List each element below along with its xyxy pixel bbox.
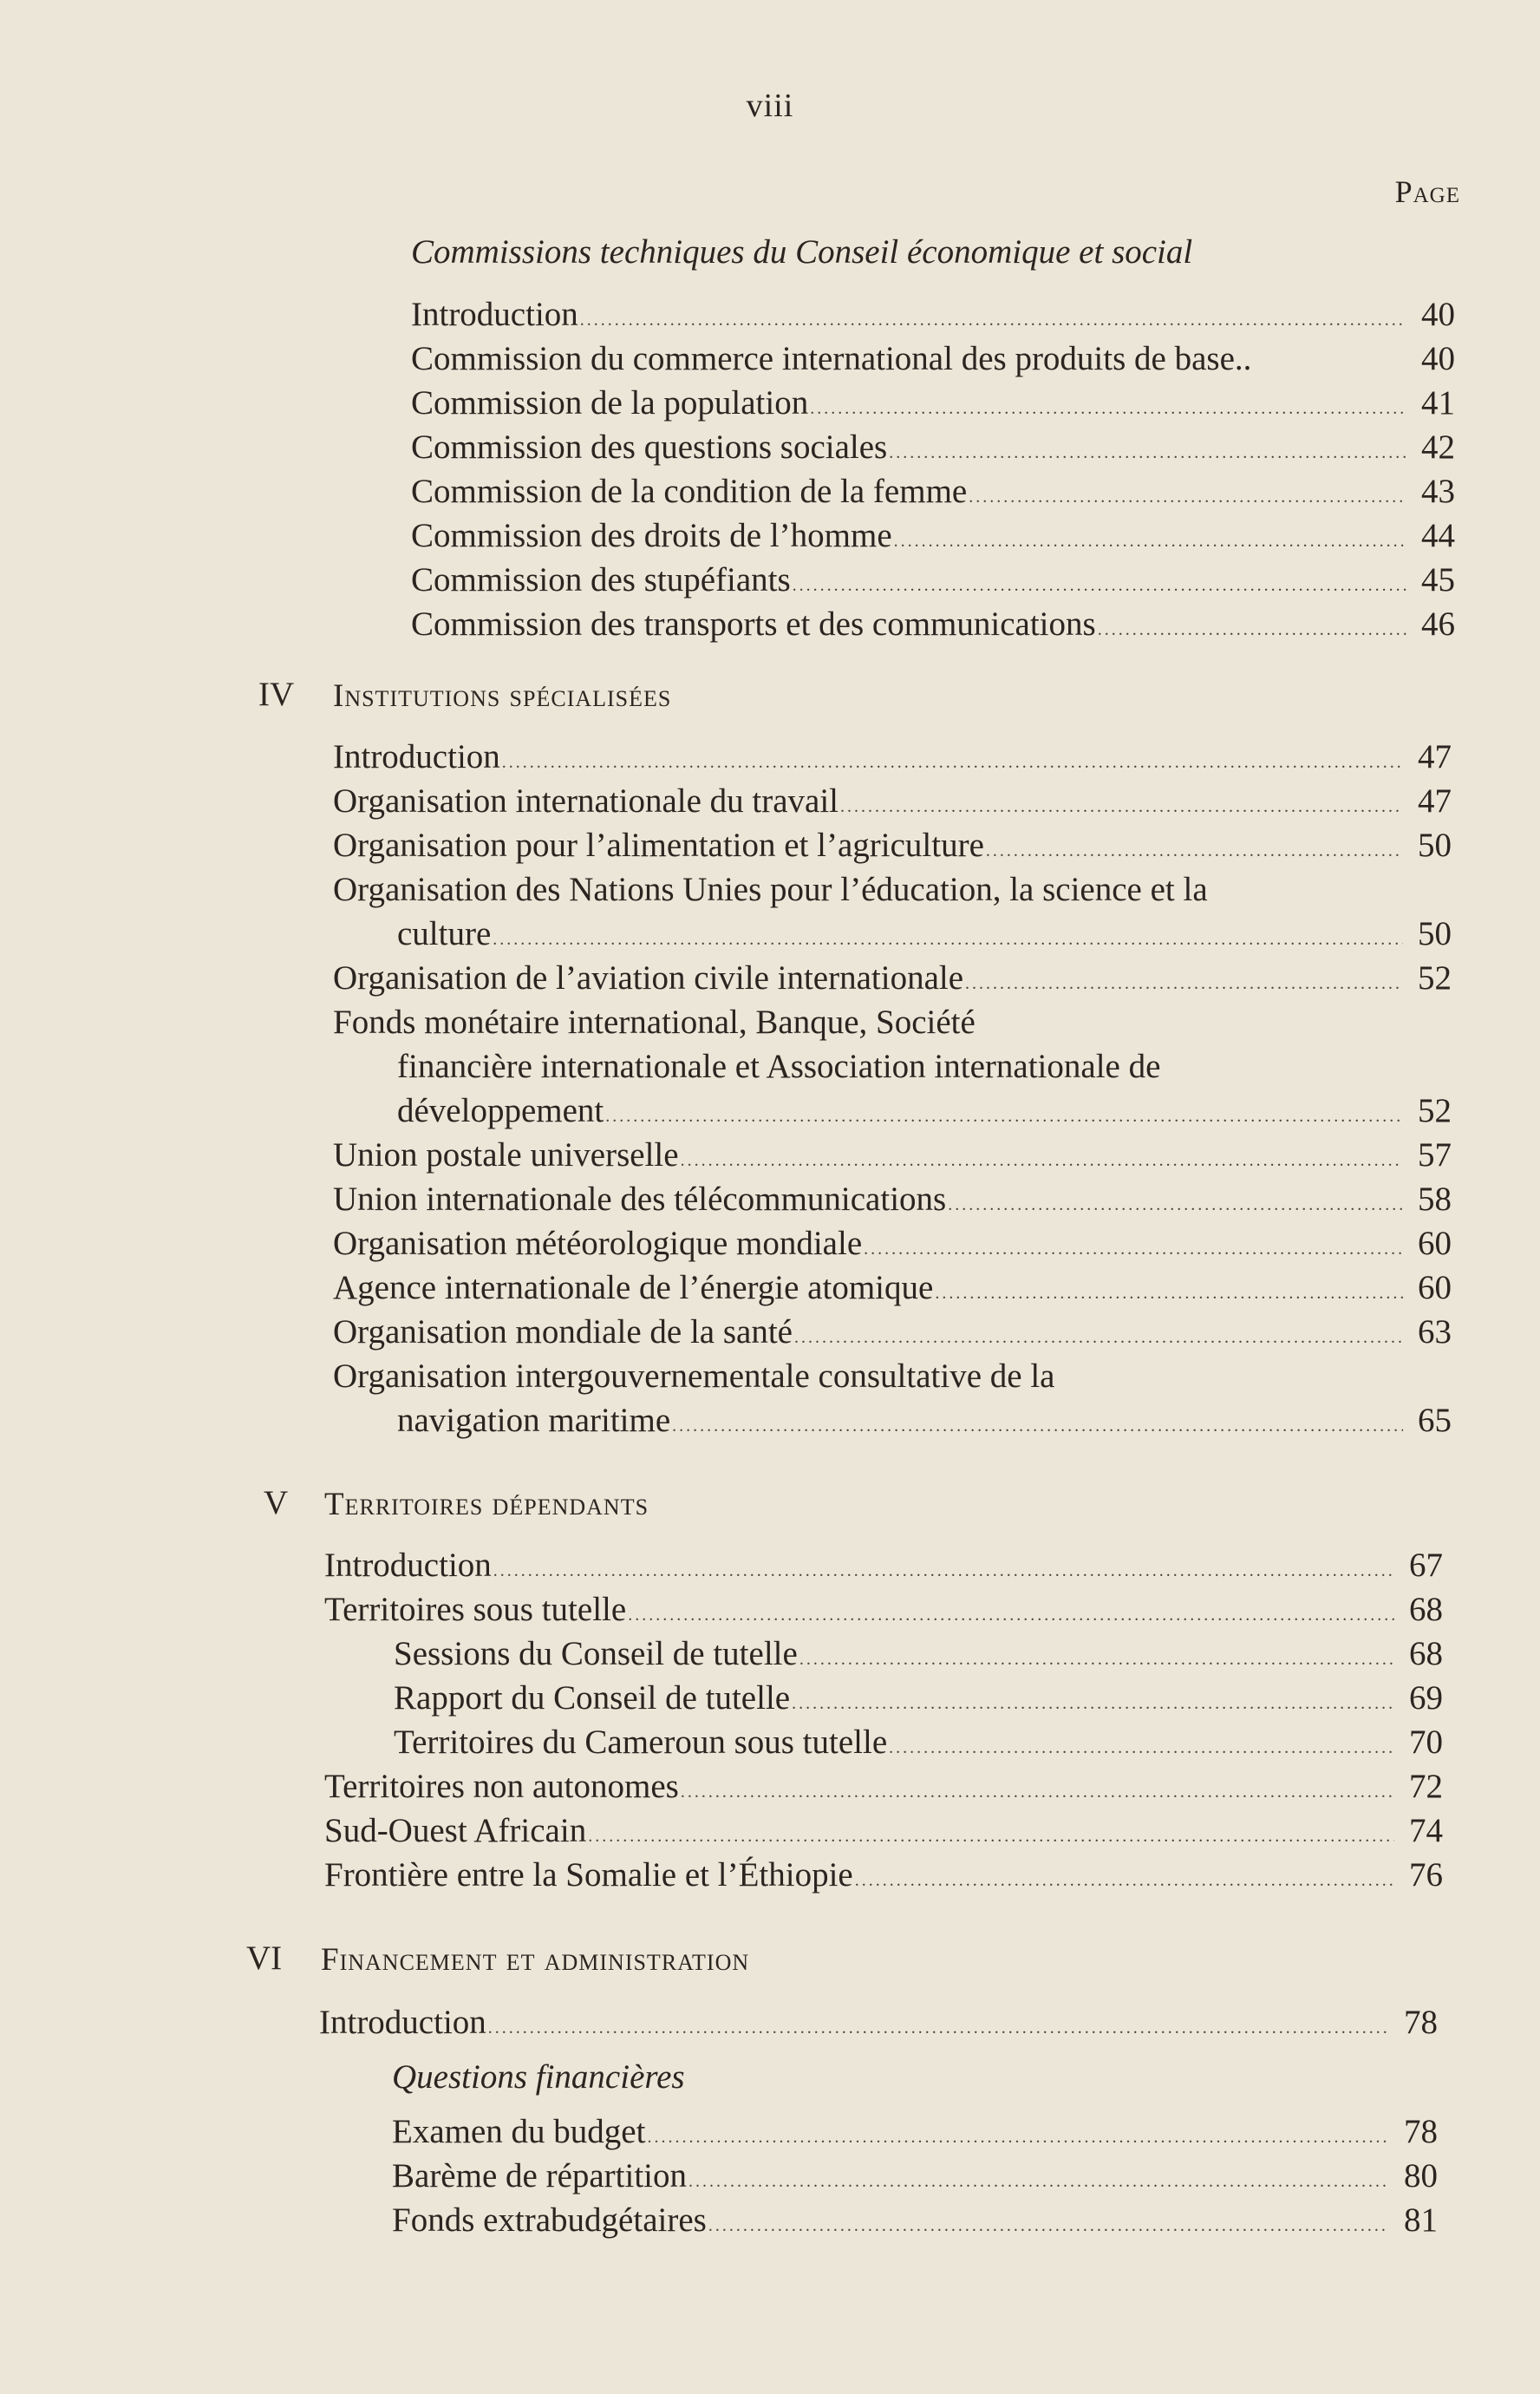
toc-entry[interactable]: Agence internationale de l’énergie atomique ..... 60 bbox=[333, 1268, 1452, 1313]
commissions-heading: Commissions techniques du Conseil économique et social bbox=[411, 233, 1193, 271]
subsection-heading: Questions financières bbox=[392, 2058, 685, 2096]
toc-entry[interactable]: Territoires non autonomes ..... 72 bbox=[324, 1767, 1443, 1812]
toc-entry[interactable]: Commission des questions sociales ..... 42 bbox=[411, 428, 1455, 473]
toc-entry[interactable]: Commission du commerce international des produits de base.. 40 bbox=[411, 340, 1455, 377]
toc-entry[interactable]: développement ..... 52 bbox=[397, 1091, 1452, 1136]
toc-entry[interactable]: Rapport du Conseil de tutelle ..... 69 bbox=[394, 1678, 1443, 1724]
toc-entry[interactable]: Commission de la condition de la femme ..... 43 bbox=[411, 472, 1455, 517]
toc-entry[interactable]: navigation maritime ..... 65 bbox=[397, 1401, 1452, 1446]
toc-entry[interactable]: Sud-Ouest Africain ..... 74 bbox=[324, 1811, 1443, 1856]
toc-entry[interactable]: Organisation pour l’alimentation et l’agriculture ..... 50 bbox=[333, 826, 1452, 871]
toc-entry[interactable]: Organisation mondiale de la santé ..... 63 bbox=[333, 1312, 1452, 1357]
toc-entry[interactable]: Frontière entre la Somalie et l’Éthiopie ..... 76 bbox=[324, 1855, 1443, 1900]
page-column-label: Page bbox=[1394, 174, 1460, 209]
section-number: VI bbox=[246, 1939, 283, 1977]
page-number: viii bbox=[746, 88, 794, 124]
toc-entry-text: Organisation des Nations Unies pour l’éducation, la science et la bbox=[333, 871, 1208, 908]
toc-entry[interactable]: Commission des transports et des communications ..... 46 bbox=[411, 605, 1455, 650]
toc-entry-text: financière internationale et Association internationale de bbox=[397, 1048, 1161, 1085]
section-title: Institutions spécialisées bbox=[333, 678, 672, 714]
toc-entry[interactable]: Commission des droits de l’homme ..... 44 bbox=[411, 516, 1455, 561]
section-title: Territoires dépendants bbox=[324, 1487, 649, 1522]
toc-entry[interactable]: Organisation météorologique mondiale ..... 60 bbox=[333, 1224, 1452, 1269]
toc-entry[interactable]: Organisation internationale du travail ..... 47 bbox=[333, 782, 1452, 827]
toc-entry[interactable]: culture ..... 50 bbox=[397, 914, 1452, 959]
toc-entry[interactable]: Introduction ..... 78 bbox=[319, 2003, 1438, 2048]
toc-entry-text: Fonds monétaire international, Banque, Société bbox=[333, 1004, 976, 1041]
toc-entry[interactable]: Introduction ..... 40 bbox=[411, 295, 1455, 340]
toc-entry[interactable]: Union postale universelle ..... 57 bbox=[333, 1135, 1452, 1181]
toc-entry[interactable]: Organisation de l’aviation civile internationale ..... 52 bbox=[333, 958, 1452, 1004]
toc-entry[interactable]: Union internationale des télécommunications ..... 58 bbox=[333, 1180, 1452, 1225]
toc-entry[interactable]: Examen du budget ..... 78 bbox=[392, 2112, 1438, 2157]
toc-entry[interactable]: Introduction ..... 67 bbox=[324, 1546, 1443, 1591]
toc-entry[interactable]: Sessions du Conseil de tutelle ..... 68 bbox=[394, 1634, 1443, 1679]
section-title: Financement et administration bbox=[321, 1942, 750, 1978]
section-number: V bbox=[264, 1484, 289, 1521]
toc-entry-text: Organisation intergouvernementale consultative de la bbox=[333, 1357, 1055, 1395]
toc-entry[interactable]: Territoires du Cameroun sous tutelle ..... 70 bbox=[394, 1723, 1443, 1768]
toc-entry[interactable]: Commission des stupéfiants ..... 45 bbox=[411, 560, 1455, 605]
section-number: IV bbox=[258, 676, 295, 713]
toc-entry[interactable]: Territoires sous tutelle ..... 68 bbox=[324, 1590, 1443, 1635]
toc-entry[interactable]: Commission de la population ..... 41 bbox=[411, 383, 1455, 428]
toc-entry[interactable]: Barème de répartition ..... 80 bbox=[392, 2156, 1438, 2201]
toc-entry[interactable]: Introduction ..... 47 bbox=[333, 737, 1452, 782]
toc-entry[interactable]: Fonds extrabudgétaires ..... 81 bbox=[392, 2201, 1438, 2246]
